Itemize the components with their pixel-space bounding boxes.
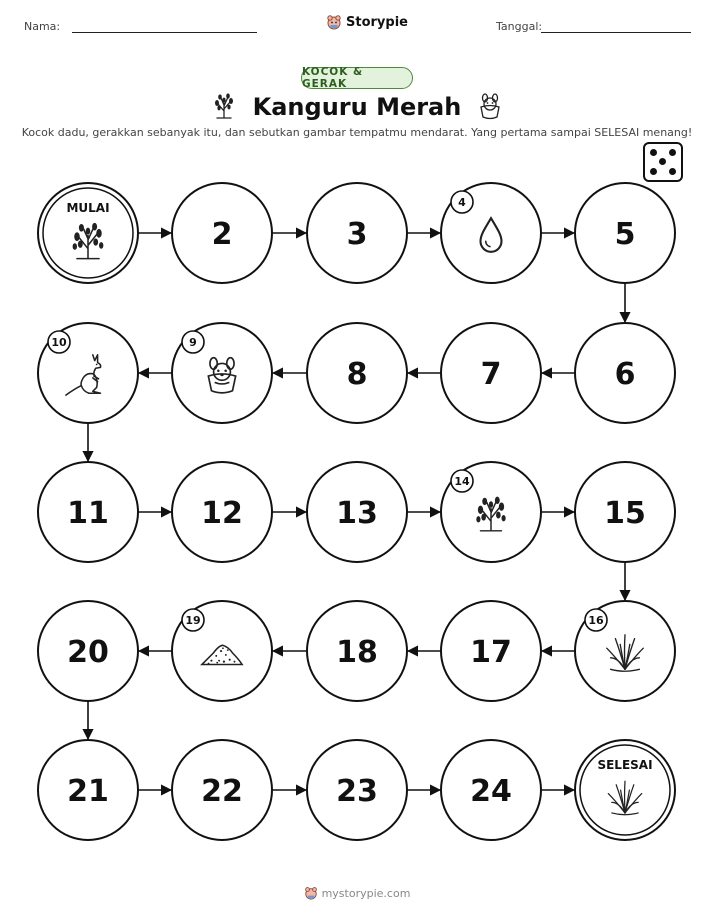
space-number: 24: [470, 774, 512, 809]
brand-name: Storypie: [346, 14, 408, 30]
space-number: 12: [201, 496, 243, 531]
space-number: 13: [336, 496, 378, 531]
board-space: [38, 740, 138, 840]
finish-space: [575, 740, 675, 840]
space-number: 18: [336, 635, 378, 670]
space-number: 3: [346, 217, 368, 252]
board-space: [575, 462, 675, 562]
space-number: 9: [189, 336, 197, 349]
board-space: [307, 462, 407, 562]
board-space: [172, 740, 272, 840]
space-number: 17: [470, 635, 512, 670]
footer: [0, 886, 714, 900]
date-label: Tanggal:: [496, 20, 543, 33]
page-title-text: Kanguru Merah: [252, 93, 462, 121]
space-number: 21: [67, 774, 109, 809]
board-space: [172, 462, 272, 562]
board-space: [38, 601, 138, 701]
board-space: [575, 323, 675, 423]
space-number: 8: [346, 357, 368, 392]
space-number: 7: [480, 357, 502, 392]
space-number: 23: [336, 774, 378, 809]
board-space: [307, 183, 407, 283]
space-number: 10: [51, 336, 67, 349]
board-space: [575, 183, 675, 283]
board-space: [441, 601, 541, 701]
board-space: [38, 462, 138, 562]
space-number: 15: [604, 496, 646, 531]
space-number: 14: [454, 475, 470, 488]
board-space: [172, 323, 272, 423]
space-number: 4: [458, 196, 466, 209]
space-number: 16: [588, 614, 604, 627]
instructions: Kocok dadu, gerakkan sebanyak itu, dan sebutkan gambar tempatmu mendarat. Yang pertama sampai SELESAI menang!: [21, 126, 693, 139]
board-space: [575, 601, 675, 701]
category-badge: KOCOK & GERAK: [301, 67, 413, 89]
footer-url: mystorypie.com: [321, 886, 411, 900]
space-number: 2: [211, 217, 233, 252]
board-space: [441, 323, 541, 423]
board-space: [38, 323, 138, 423]
brand-mascot-icon: [304, 886, 318, 900]
board-space: [172, 183, 272, 283]
space-number: 11: [67, 496, 109, 531]
board-space: [441, 462, 541, 562]
start-space: [38, 183, 138, 283]
space-label: MULAI: [66, 201, 110, 215]
board-space: [307, 323, 407, 423]
name-label: Nama:: [24, 20, 61, 33]
space-label: SELESAI: [597, 758, 653, 772]
board-space: [307, 601, 407, 701]
space-number: 5: [614, 217, 636, 252]
space-number: 20: [67, 635, 109, 670]
board-space: [441, 183, 541, 283]
board-space: [307, 740, 407, 840]
board-space: [441, 740, 541, 840]
board-space: [172, 601, 272, 701]
space-number: 6: [614, 357, 636, 392]
space-number: 19: [185, 614, 201, 627]
space-number: 22: [201, 774, 243, 809]
